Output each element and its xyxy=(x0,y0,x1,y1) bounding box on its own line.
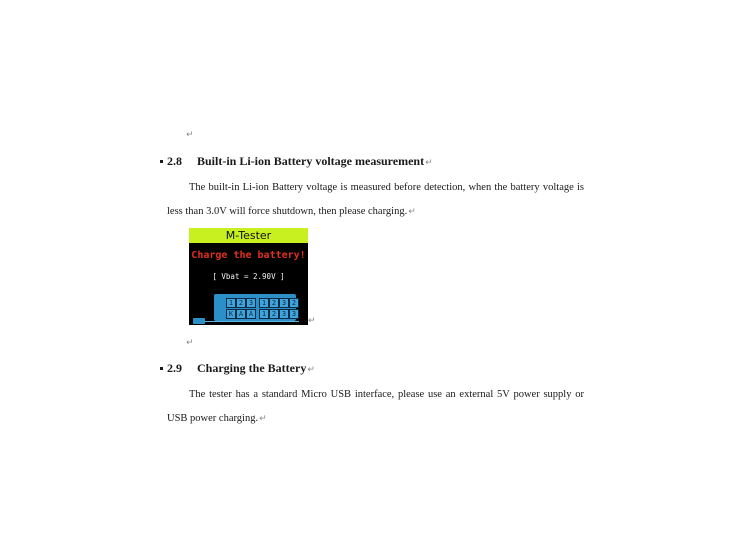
paragraph-mark: ↵ xyxy=(186,338,194,348)
paragraph-mark: ↵ xyxy=(408,207,416,217)
cell: 2 xyxy=(269,309,279,319)
paragraph-mark: ↵ xyxy=(186,130,194,140)
cable-line xyxy=(193,321,299,322)
cell: A xyxy=(236,309,246,319)
paragraph-mark: ↵ xyxy=(259,414,267,424)
paragraph-mark: ↵ xyxy=(308,316,316,326)
body-text-line xyxy=(189,388,584,401)
screen-title: M-Tester xyxy=(189,228,308,243)
body-text: The built-in Li-ion Battery voltage is measured before detection, when the battery voltage is xyxy=(189,182,584,193)
cell-row-1 xyxy=(226,298,299,308)
cell-row-2 xyxy=(226,309,299,319)
section-title: Charging the Battery xyxy=(197,361,307,375)
cell: 3 xyxy=(289,309,299,319)
cell: 1 xyxy=(259,298,269,308)
body-text-line xyxy=(189,181,584,194)
body-text: less than 3.0V will force shutdown, then please charging. xyxy=(167,206,408,217)
battery-panel xyxy=(214,294,296,321)
paragraph-mark: ↵ xyxy=(307,365,315,375)
section-heading-2-8 xyxy=(160,154,433,170)
section-number: 2.9 xyxy=(167,361,182,375)
vbat-readout: [ Vbat = 2.90V ] xyxy=(212,272,285,281)
body-text-line xyxy=(167,412,267,426)
cell: 3 xyxy=(246,298,256,308)
cell: 2 xyxy=(236,298,246,308)
paragraph-mark: ↵ xyxy=(425,158,433,168)
cell: 3 xyxy=(279,298,289,308)
body-text: The tester has a standard Micro USB interface, please use an external 5V power supply or xyxy=(189,389,584,400)
usb-plug-icon xyxy=(193,318,205,324)
cell: 1 xyxy=(226,298,236,308)
cell: 2 xyxy=(289,298,299,308)
cell: 1 xyxy=(259,309,269,319)
cell: 2 xyxy=(269,298,279,308)
bullet-icon xyxy=(160,367,163,370)
charge-warning: Charge the battery! xyxy=(191,250,306,261)
section-heading-2-9 xyxy=(160,361,315,377)
body-text-line xyxy=(167,205,416,219)
section-title: Built-in Li-ion Battery voltage measurement xyxy=(197,154,425,168)
section-number: 2.8 xyxy=(167,154,182,168)
cell: A xyxy=(246,309,256,319)
cell: K xyxy=(226,309,236,319)
cell: 3 xyxy=(279,309,289,319)
device-screen-image xyxy=(189,228,308,325)
bullet-icon xyxy=(160,160,163,163)
body-text: USB power charging. xyxy=(167,413,259,424)
